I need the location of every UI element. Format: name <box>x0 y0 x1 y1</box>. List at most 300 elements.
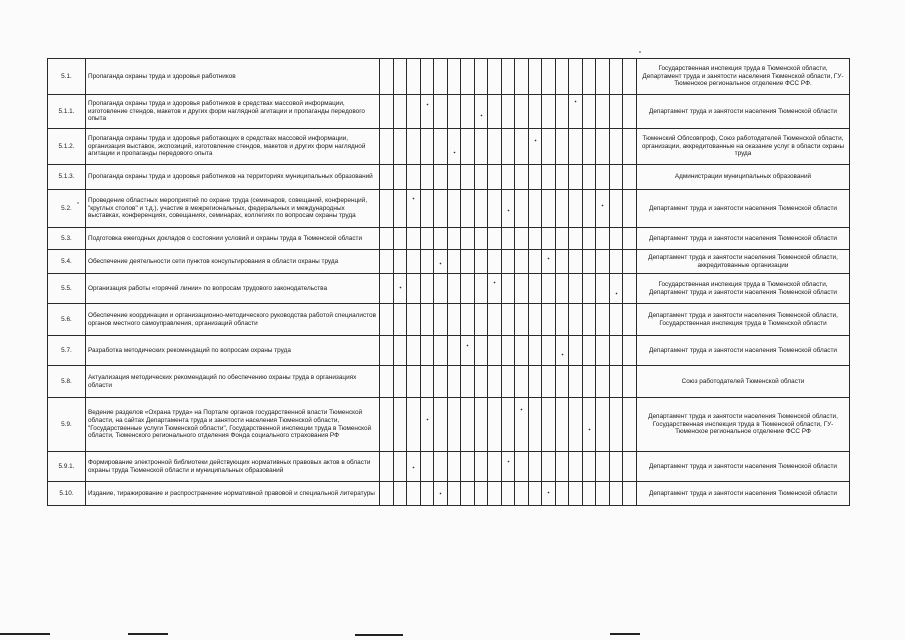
schedule-cell <box>542 129 556 165</box>
schedule-cell <box>488 250 502 274</box>
schedule-cell <box>623 274 637 304</box>
schedule-cell <box>502 274 515 304</box>
item-number: 5.5. <box>48 274 86 304</box>
schedule-cell <box>407 274 421 304</box>
schedule-cell <box>583 274 596 304</box>
schedule-cell <box>448 366 461 398</box>
schedule-cell <box>475 452 488 482</box>
plan-table-body <box>48 59 850 506</box>
schedule-cell <box>488 366 502 398</box>
schedule-cell <box>434 274 448 304</box>
schedule-cell <box>569 165 583 190</box>
schedule-cell <box>394 366 407 398</box>
schedule-cell <box>394 250 407 274</box>
item-number: 5.6. <box>48 304 86 336</box>
schedule-cell <box>434 59 448 95</box>
schedule-cell <box>583 228 596 250</box>
schedule-cell <box>488 398 502 452</box>
schedule-cell <box>434 366 448 398</box>
item-number: 5.1. <box>48 59 86 95</box>
schedule-cell <box>623 59 637 95</box>
schedule-cell <box>394 59 407 95</box>
measure-name: Обеспечение координации и организационно-методического руководства работой специалистов органов местного самоуправления, организаций области <box>86 304 380 336</box>
measure-name: Актуализация методических рекомендаций по обеспечению охраны труда в организациях области <box>86 366 380 398</box>
responsible-executors: Департамент труда и занятости населения Тюменской области, Государственная инспекция труда в Тюменской области <box>637 304 850 336</box>
item-number: 5.9. <box>48 398 86 452</box>
schedule-cell <box>380 228 394 250</box>
item-number: 5.4. <box>48 250 86 274</box>
responsible-executors: Департамент труда и занятости населения Тюменской области <box>637 336 850 366</box>
table-row <box>48 452 850 482</box>
schedule-cell <box>448 190 461 228</box>
schedule-cell <box>407 228 421 250</box>
schedule-cell <box>434 398 448 452</box>
schedule-cell <box>596 482 610 506</box>
schedule-cell <box>583 129 596 165</box>
schedule-cell <box>583 165 596 190</box>
schedule-cell <box>623 250 637 274</box>
schedule-cell <box>407 165 421 190</box>
table-row <box>48 274 850 304</box>
responsible-executors: Департамент труда и занятости населения Тюменской области <box>637 452 850 482</box>
item-number: 5.1.2. <box>48 129 86 165</box>
schedule-cell <box>394 304 407 336</box>
schedule-cell <box>623 95 637 129</box>
schedule-cell <box>515 129 529 165</box>
schedule-cell <box>569 274 583 304</box>
schedule-cell <box>515 274 529 304</box>
schedule-cell <box>583 336 596 366</box>
schedule-cell <box>407 304 421 336</box>
schedule-cell <box>515 366 529 398</box>
schedule-cell <box>407 190 421 228</box>
schedule-cell <box>475 59 488 95</box>
schedule-cell <box>380 336 394 366</box>
schedule-cell <box>407 129 421 165</box>
schedule-cell <box>542 452 556 482</box>
schedule-cell <box>556 452 569 482</box>
schedule-cell <box>461 250 475 274</box>
schedule-cell <box>583 59 596 95</box>
schedule-cell <box>610 274 623 304</box>
schedule-cell <box>461 165 475 190</box>
schedule-cell <box>421 366 434 398</box>
schedule-cell <box>529 274 542 304</box>
scan-edge-mark <box>0 633 50 635</box>
schedule-cell <box>610 336 623 366</box>
schedule-cell <box>488 482 502 506</box>
schedule-cell <box>596 304 610 336</box>
schedule-cell <box>529 129 542 165</box>
schedule-cell <box>421 95 434 129</box>
schedule-cell <box>529 336 542 366</box>
schedule-cell <box>448 274 461 304</box>
schedule-cell <box>448 336 461 366</box>
schedule-cell <box>475 274 488 304</box>
schedule-cell <box>380 95 394 129</box>
responsible-executors: Администрации муниципальных образований <box>637 165 850 190</box>
schedule-cell <box>380 304 394 336</box>
schedule-cell <box>542 59 556 95</box>
schedule-cell <box>569 366 583 398</box>
table-row <box>48 228 850 250</box>
schedule-cell <box>421 336 434 366</box>
schedule-cell <box>394 274 407 304</box>
schedule-cell <box>515 165 529 190</box>
schedule-cell <box>583 398 596 452</box>
schedule-cell <box>502 482 515 506</box>
schedule-cell <box>529 59 542 95</box>
schedule-cell <box>461 228 475 250</box>
item-number: 5.2. <box>48 190 86 228</box>
schedule-cell <box>569 59 583 95</box>
schedule-cell <box>556 129 569 165</box>
schedule-cell <box>596 336 610 366</box>
schedule-cell <box>502 304 515 336</box>
schedule-cell <box>461 366 475 398</box>
schedule-cell <box>407 482 421 506</box>
schedule-cell <box>596 190 610 228</box>
schedule-cell <box>529 165 542 190</box>
schedule-cell <box>461 482 475 506</box>
schedule-cell <box>623 336 637 366</box>
measure-name: Проведение областных мероприятий по охране труда (семинаров, совещаний, конференций, "круглых столов" и т.д.), участие в межрегиональных, федеральных и международных выставках, конференциях, совещаниях, семинарах, коллегиях по вопросам охраны труда <box>86 190 380 228</box>
schedule-cell <box>380 366 394 398</box>
schedule-cell <box>421 304 434 336</box>
schedule-cell <box>461 190 475 228</box>
schedule-cell <box>556 274 569 304</box>
schedule-cell <box>421 165 434 190</box>
responsible-executors: Департамент труда и занятости населения Тюменской области, Государственная инспекция труда в Тюменской области, ГУ-Тюменское региональное отделение ФСС РФ <box>637 398 850 452</box>
schedule-cell <box>421 129 434 165</box>
schedule-cell <box>556 95 569 129</box>
schedule-cell <box>556 59 569 95</box>
responsible-executors: Департамент труда и занятости населения Тюменской области <box>637 95 850 129</box>
schedule-cell <box>569 398 583 452</box>
schedule-cell <box>394 95 407 129</box>
schedule-cell <box>502 228 515 250</box>
schedule-cell <box>569 129 583 165</box>
measure-name: Ведение разделов «Охрана труда» на Портале органов государственной власти Тюменской области, на сайтах Департамента труда и занятости населения Тюменской области, "Государственные услуги Тюменской области", Государственной инспекции труда в Тюменской области, Тюменского регионального отделения Фонда социального страхования РФ <box>86 398 380 452</box>
schedule-cell <box>380 274 394 304</box>
schedule-cell <box>502 190 515 228</box>
schedule-cell <box>448 398 461 452</box>
schedule-cell <box>421 274 434 304</box>
schedule-cell <box>583 482 596 506</box>
schedule-cell <box>407 398 421 452</box>
table-row <box>48 366 850 398</box>
schedule-cell <box>461 129 475 165</box>
item-number: 5.9.1. <box>48 452 86 482</box>
schedule-cell <box>529 304 542 336</box>
responsible-executors: Государственная инспекция труда в Тюменской области, Департамент труда и занятости населения Тюменской области <box>637 274 850 304</box>
table-row <box>48 398 850 452</box>
item-number: 5.1.3. <box>48 165 86 190</box>
table-row <box>48 129 850 165</box>
schedule-cell <box>596 129 610 165</box>
schedule-cell <box>394 336 407 366</box>
schedule-cell <box>421 398 434 452</box>
schedule-cell <box>421 250 434 274</box>
item-number: 5.1.1. <box>48 95 86 129</box>
schedule-cell <box>434 304 448 336</box>
schedule-cell <box>380 250 394 274</box>
schedule-cell <box>515 398 529 452</box>
schedule-cell <box>610 452 623 482</box>
item-number: 5.8. <box>48 366 86 398</box>
schedule-cell <box>542 250 556 274</box>
schedule-cell <box>583 304 596 336</box>
schedule-cell <box>394 452 407 482</box>
schedule-cell <box>529 250 542 274</box>
schedule-cell <box>461 304 475 336</box>
schedule-cell <box>542 274 556 304</box>
schedule-cell <box>596 452 610 482</box>
schedule-cell <box>502 129 515 165</box>
schedule-cell <box>596 274 610 304</box>
schedule-cell <box>488 304 502 336</box>
schedule-cell <box>610 366 623 398</box>
schedule-cell <box>610 59 623 95</box>
table-row <box>48 59 850 95</box>
measure-name: Издание, тиражирование и распространение нормативной правовой и специальной литературы <box>86 482 380 506</box>
schedule-cell <box>596 228 610 250</box>
schedule-cell <box>610 190 623 228</box>
schedule-cell <box>529 228 542 250</box>
schedule-cell <box>380 452 394 482</box>
schedule-cell <box>434 250 448 274</box>
schedule-cell <box>434 165 448 190</box>
schedule-cell <box>515 304 529 336</box>
schedule-cell <box>515 452 529 482</box>
schedule-cell <box>448 452 461 482</box>
schedule-cell <box>569 250 583 274</box>
schedule-cell <box>488 336 502 366</box>
schedule-cell <box>623 452 637 482</box>
schedule-cell <box>475 190 488 228</box>
schedule-cell <box>515 482 529 506</box>
schedule-cell <box>380 398 394 452</box>
responsible-executors: Департамент труда и занятости населения Тюменской области <box>637 190 850 228</box>
schedule-cell <box>434 482 448 506</box>
schedule-cell <box>542 482 556 506</box>
schedule-cell <box>596 95 610 129</box>
schedule-cell <box>407 336 421 366</box>
schedule-cell <box>556 336 569 366</box>
measure-name: Обеспечение деятельности сети пунктов консультирования в области охраны труда <box>86 250 380 274</box>
item-number: 5.10. <box>48 482 86 506</box>
schedule-cell <box>448 304 461 336</box>
schedule-cell <box>556 366 569 398</box>
schedule-cell <box>583 366 596 398</box>
schedule-cell <box>515 95 529 129</box>
schedule-cell <box>488 452 502 482</box>
schedule-cell <box>583 95 596 129</box>
schedule-cell <box>610 304 623 336</box>
schedule-cell <box>529 95 542 129</box>
schedule-cell <box>502 165 515 190</box>
table-row <box>48 482 850 506</box>
schedule-cell <box>502 336 515 366</box>
responsible-executors: Союз работодателей Тюменской области <box>637 366 850 398</box>
schedule-cell <box>583 250 596 274</box>
schedule-cell <box>569 190 583 228</box>
schedule-cell <box>596 398 610 452</box>
measure-name: Организация работы «горячей линии» по вопросам трудового законодательства <box>86 274 380 304</box>
schedule-cell <box>623 129 637 165</box>
scan-edge-mark <box>610 633 640 635</box>
scan-edge-mark <box>128 633 168 635</box>
schedule-cell <box>623 304 637 336</box>
schedule-cell <box>434 129 448 165</box>
schedule-cell <box>596 59 610 95</box>
schedule-cell <box>380 190 394 228</box>
schedule-cell <box>434 452 448 482</box>
measure-name: Формирование электронной библиотеки действующих нормативных правовых актов в области охраны труда Тюменской области и муниципальных образований <box>86 452 380 482</box>
schedule-cell <box>502 59 515 95</box>
schedule-cell <box>529 366 542 398</box>
plan-table <box>47 58 850 506</box>
schedule-cell <box>434 190 448 228</box>
table-row <box>48 304 850 336</box>
schedule-cell <box>529 452 542 482</box>
schedule-cell <box>623 228 637 250</box>
responsible-executors: Департамент труда и занятости населения Тюменской области <box>637 482 850 506</box>
schedule-cell <box>515 336 529 366</box>
schedule-cell <box>461 95 475 129</box>
table-row <box>48 165 850 190</box>
schedule-cell <box>421 452 434 482</box>
schedule-cell <box>542 228 556 250</box>
schedule-cell <box>502 95 515 129</box>
schedule-cell <box>407 95 421 129</box>
schedule-cell <box>488 59 502 95</box>
responsible-executors: Тюменский Облсовпроф, Союз работодателей Тюменской области, организации, аккредитованные на оказание услуг в области охраны труда <box>637 129 850 165</box>
schedule-cell <box>583 190 596 228</box>
schedule-cell <box>556 165 569 190</box>
schedule-cell <box>475 250 488 274</box>
schedule-cell <box>529 398 542 452</box>
schedule-cell <box>623 165 637 190</box>
schedule-cell <box>542 190 556 228</box>
schedule-cell <box>407 452 421 482</box>
schedule-cell <box>529 190 542 228</box>
measure-name: Подготовка ежегодных докладов о состоянии условий и охраны труда в Тюменской области <box>86 228 380 250</box>
schedule-cell <box>448 95 461 129</box>
schedule-cell <box>569 336 583 366</box>
schedule-cell <box>542 95 556 129</box>
schedule-cell <box>529 482 542 506</box>
schedule-cell <box>475 129 488 165</box>
schedule-cell <box>610 228 623 250</box>
schedule-cell <box>502 452 515 482</box>
schedule-cell <box>380 165 394 190</box>
schedule-cell <box>542 336 556 366</box>
schedule-cell <box>569 228 583 250</box>
schedule-cell <box>394 482 407 506</box>
table-row <box>48 190 850 228</box>
schedule-cell <box>394 165 407 190</box>
schedule-cell <box>610 398 623 452</box>
schedule-cell <box>556 250 569 274</box>
scan-edge-mark <box>355 634 403 636</box>
item-number: 5.7. <box>48 336 86 366</box>
schedule-cell <box>448 129 461 165</box>
schedule-cell <box>569 482 583 506</box>
table-row <box>48 250 850 274</box>
schedule-cell <box>421 59 434 95</box>
schedule-cell <box>380 59 394 95</box>
schedule-cell <box>610 165 623 190</box>
schedule-cell <box>556 398 569 452</box>
responsible-executors: Департамент труда и занятости населения Тюменской области <box>637 228 850 250</box>
schedule-cell <box>421 482 434 506</box>
schedule-cell <box>502 398 515 452</box>
schedule-cell <box>394 190 407 228</box>
schedule-cell <box>434 228 448 250</box>
schedule-cell <box>407 59 421 95</box>
responsible-executors: Государственная инспекция труда в Тюменской области, Департамент труда и занятости населения Тюменской области, ГУ- Тюменское региональное отделение ФСС РФ. <box>637 59 850 95</box>
schedule-cell <box>475 304 488 336</box>
schedule-cell <box>448 482 461 506</box>
schedule-cell <box>569 452 583 482</box>
schedule-cell <box>502 366 515 398</box>
schedule-cell <box>488 165 502 190</box>
schedule-cell <box>448 250 461 274</box>
schedule-cell <box>475 482 488 506</box>
schedule-cell <box>475 95 488 129</box>
schedule-cell <box>623 398 637 452</box>
schedule-cell <box>569 95 583 129</box>
schedule-cell <box>556 228 569 250</box>
schedule-cell <box>434 95 448 129</box>
table-row <box>48 336 850 366</box>
schedule-cell <box>407 366 421 398</box>
schedule-cell <box>542 366 556 398</box>
schedule-cell <box>623 190 637 228</box>
schedule-cell <box>596 165 610 190</box>
schedule-cell <box>475 398 488 452</box>
schedule-cell <box>515 190 529 228</box>
schedule-cell <box>461 452 475 482</box>
schedule-cell <box>623 366 637 398</box>
measure-name: Разработка методических рекомендаций по вопросам охраны труда <box>86 336 380 366</box>
schedule-cell <box>610 482 623 506</box>
measure-name: Пропаганда охраны труда и здоровья работников на территориях муниципальных образований <box>86 165 380 190</box>
schedule-cell <box>542 398 556 452</box>
schedule-cell <box>569 304 583 336</box>
schedule-cell <box>542 165 556 190</box>
schedule-cell <box>421 190 434 228</box>
schedule-cell <box>461 59 475 95</box>
schedule-cell <box>475 366 488 398</box>
schedule-cell <box>475 165 488 190</box>
schedule-cell <box>610 250 623 274</box>
schedule-cell <box>434 336 448 366</box>
schedule-cell <box>380 129 394 165</box>
schedule-cell <box>542 304 556 336</box>
schedule-cell <box>461 398 475 452</box>
schedule-cell <box>515 228 529 250</box>
schedule-cell <box>488 274 502 304</box>
schedule-cell <box>475 228 488 250</box>
schedule-cell <box>394 129 407 165</box>
schedule-cell <box>461 336 475 366</box>
schedule-cell <box>502 250 515 274</box>
schedule-cell <box>488 228 502 250</box>
table-row <box>48 95 850 129</box>
schedule-cell <box>610 95 623 129</box>
